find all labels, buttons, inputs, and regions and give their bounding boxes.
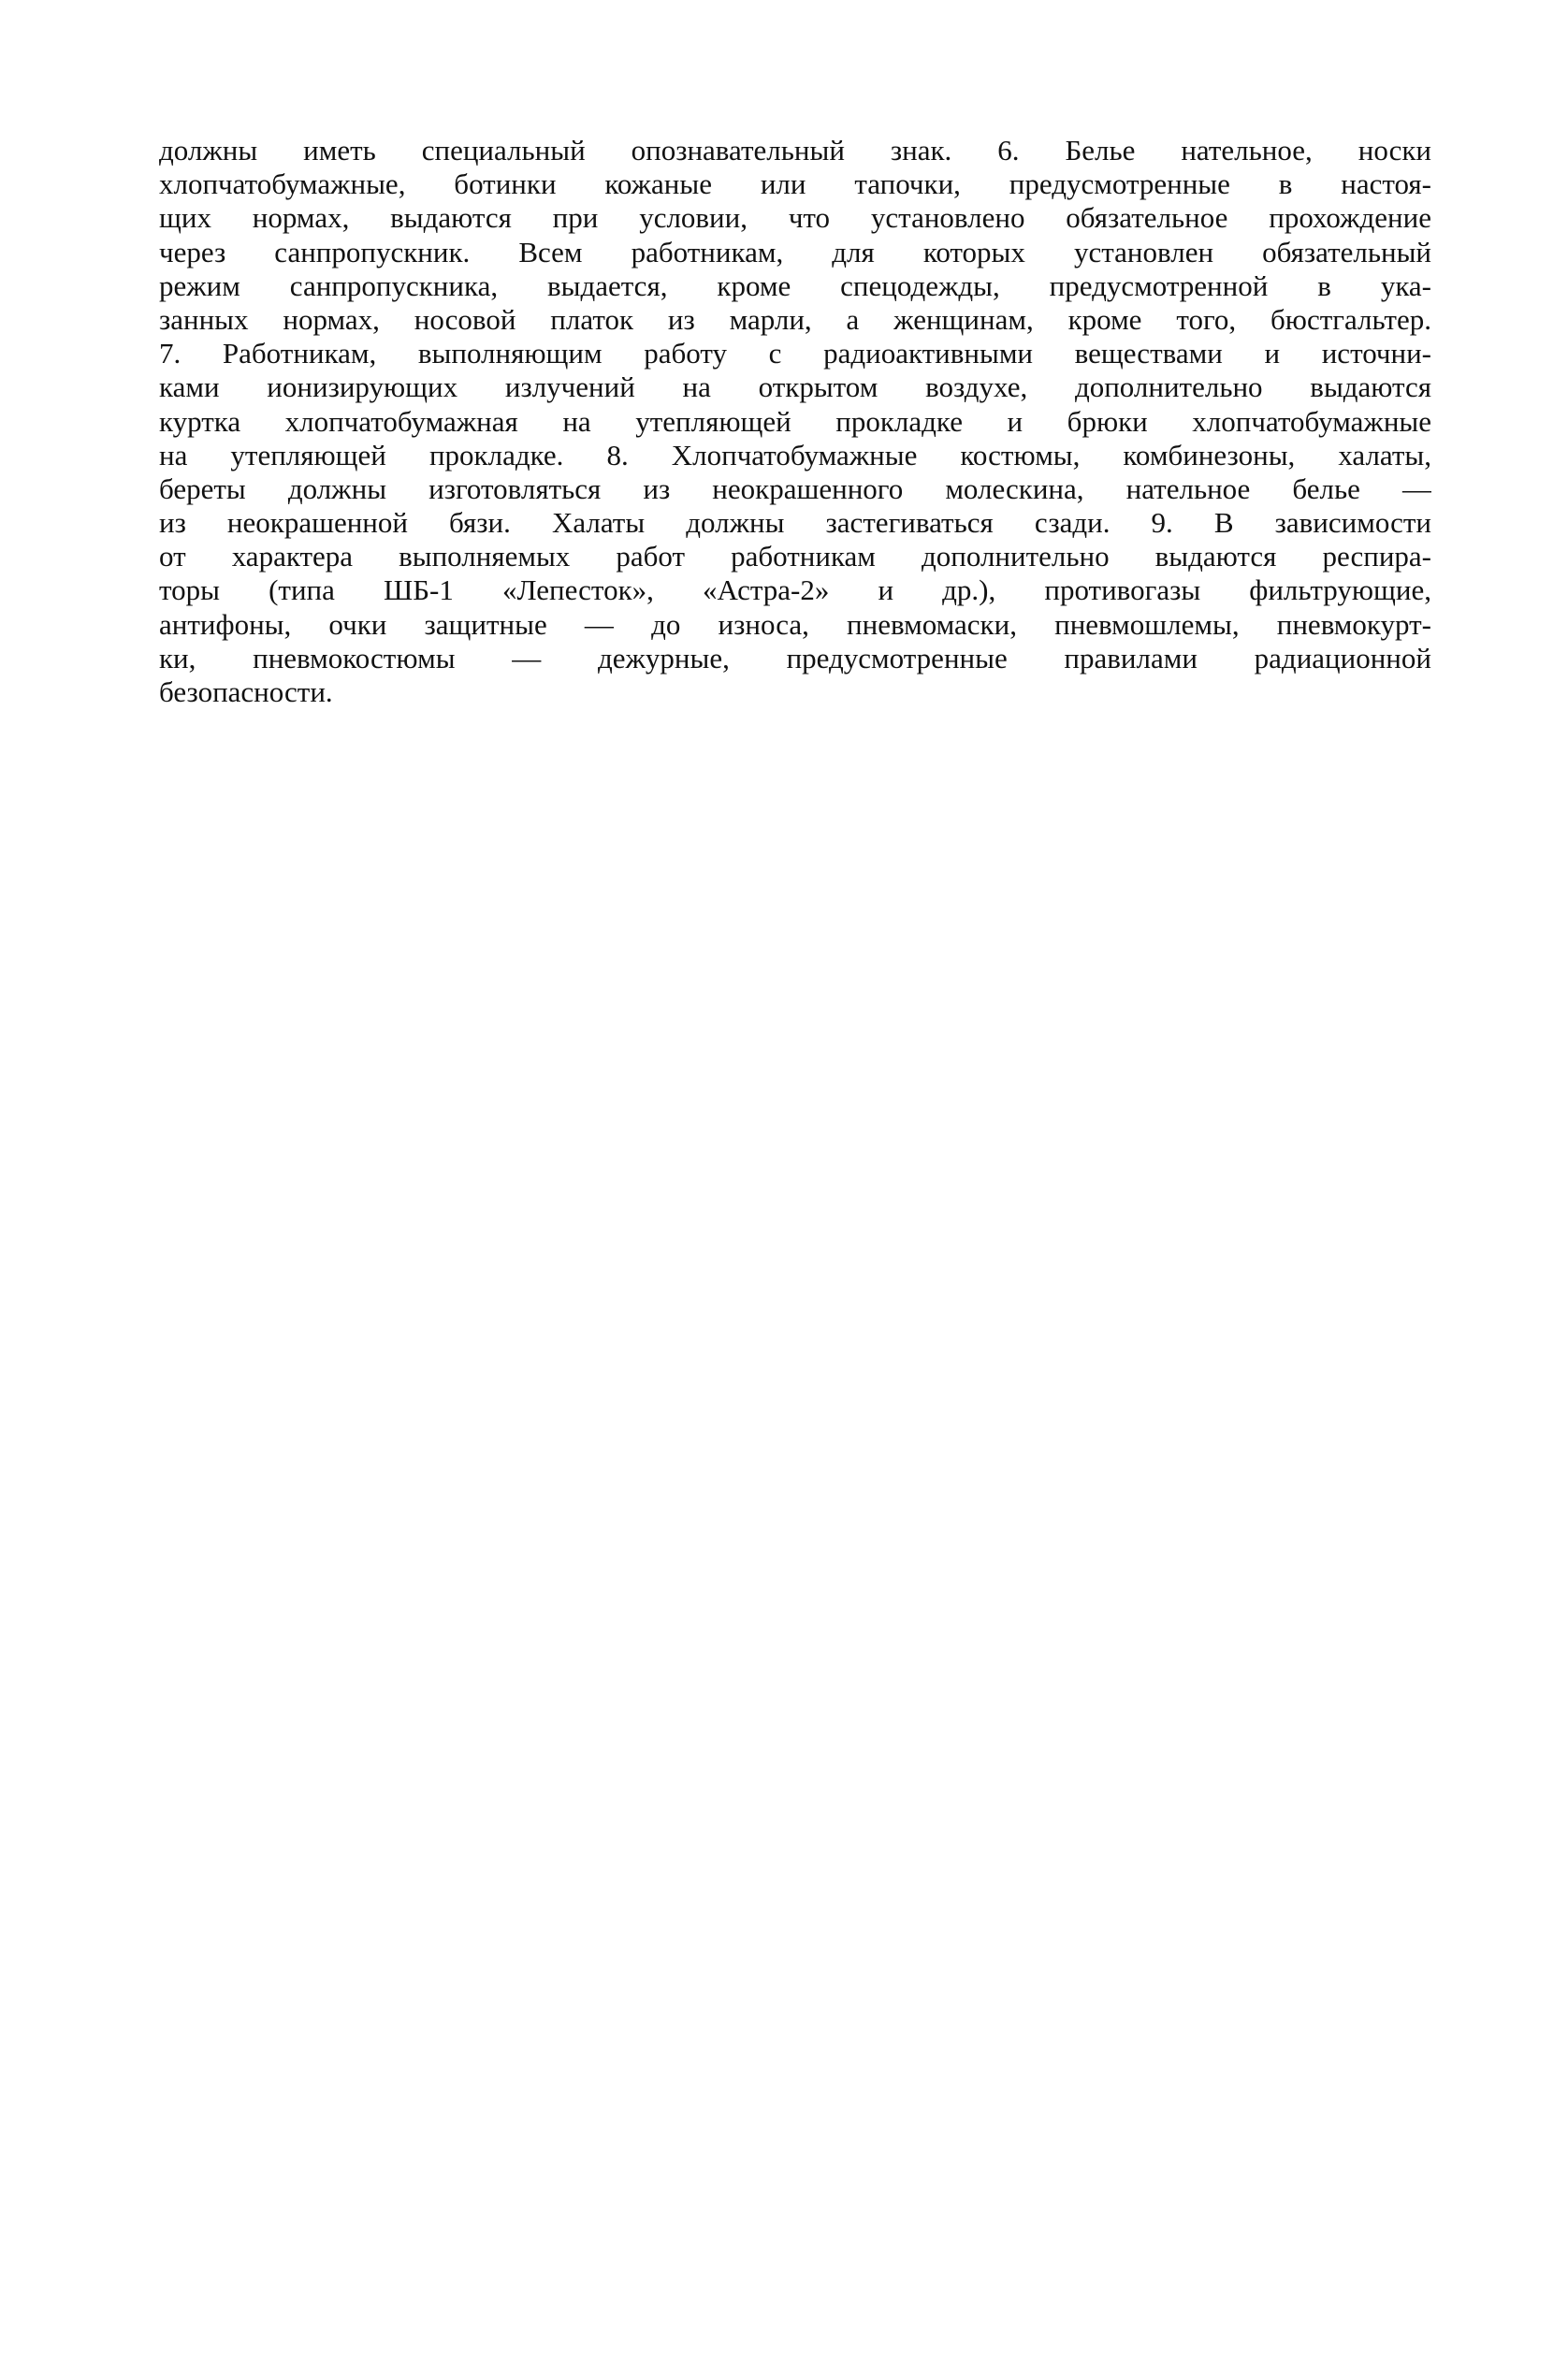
text-line: щих нормах, выдаются при условии, что установлено обязательное прохождение: [159, 201, 1431, 235]
text-line: из неокрашенной бязи. Халаты должны застегиваться сзади. 9. В зависимости: [159, 506, 1431, 540]
text-line: на утепляющей прокладке. 8. Хлопчатобумажные костюмы, комбинезоны, халаты,: [159, 438, 1431, 471]
text-line: от характера выполняемых работ работникам дополнительно выдаются респира-: [159, 540, 1431, 573]
body-paragraph: [159, 134, 1431, 709]
text-line: куртка хлопчатобумажная на утепляющей прокладке и брюки хлопчатобумажные: [159, 404, 1431, 438]
text-line: должны иметь специальный опознавательный знак. 6. Белье нательное, носки: [159, 134, 1431, 167]
text-line: режим санпропускника, выдается, кроме спецодежды, предусмотренной в ука-: [159, 268, 1431, 302]
text-line: занных нормах, носовой платок из марли, а женщинам, кроме того, бюстгальтер.: [159, 302, 1431, 336]
text-line: 7. Работникам, выполняющим работу с радиоактивными веществами и источни-: [159, 337, 1431, 370]
text-line: антифоны, очки защитные — до износа, пневмомаски, пневмошлемы, пневмокурт-: [159, 607, 1431, 641]
text-line: береты должны изготовляться из неокрашенного молескина, нательное белье —: [159, 471, 1431, 505]
text-line: через санпропускник. Всем работникам, для которых установлен обязательный: [159, 235, 1431, 268]
text-line: ки, пневмокостюмы — дежурные, предусмотренные правилами радиационной: [159, 641, 1431, 674]
text-line: безопасности.: [159, 675, 333, 708]
text-line: хлопчатобумажные, ботинки кожаные или тапочки, предусмотренные в настоя-: [159, 167, 1431, 201]
text-line: торы (типа ШБ-1 «Лепесток», «Астра-2» и др.), противогазы фильтрующие,: [159, 573, 1431, 607]
text-line: ками ионизирующих излучений на открытом воздухе, дополнительно выдаются: [159, 370, 1431, 404]
